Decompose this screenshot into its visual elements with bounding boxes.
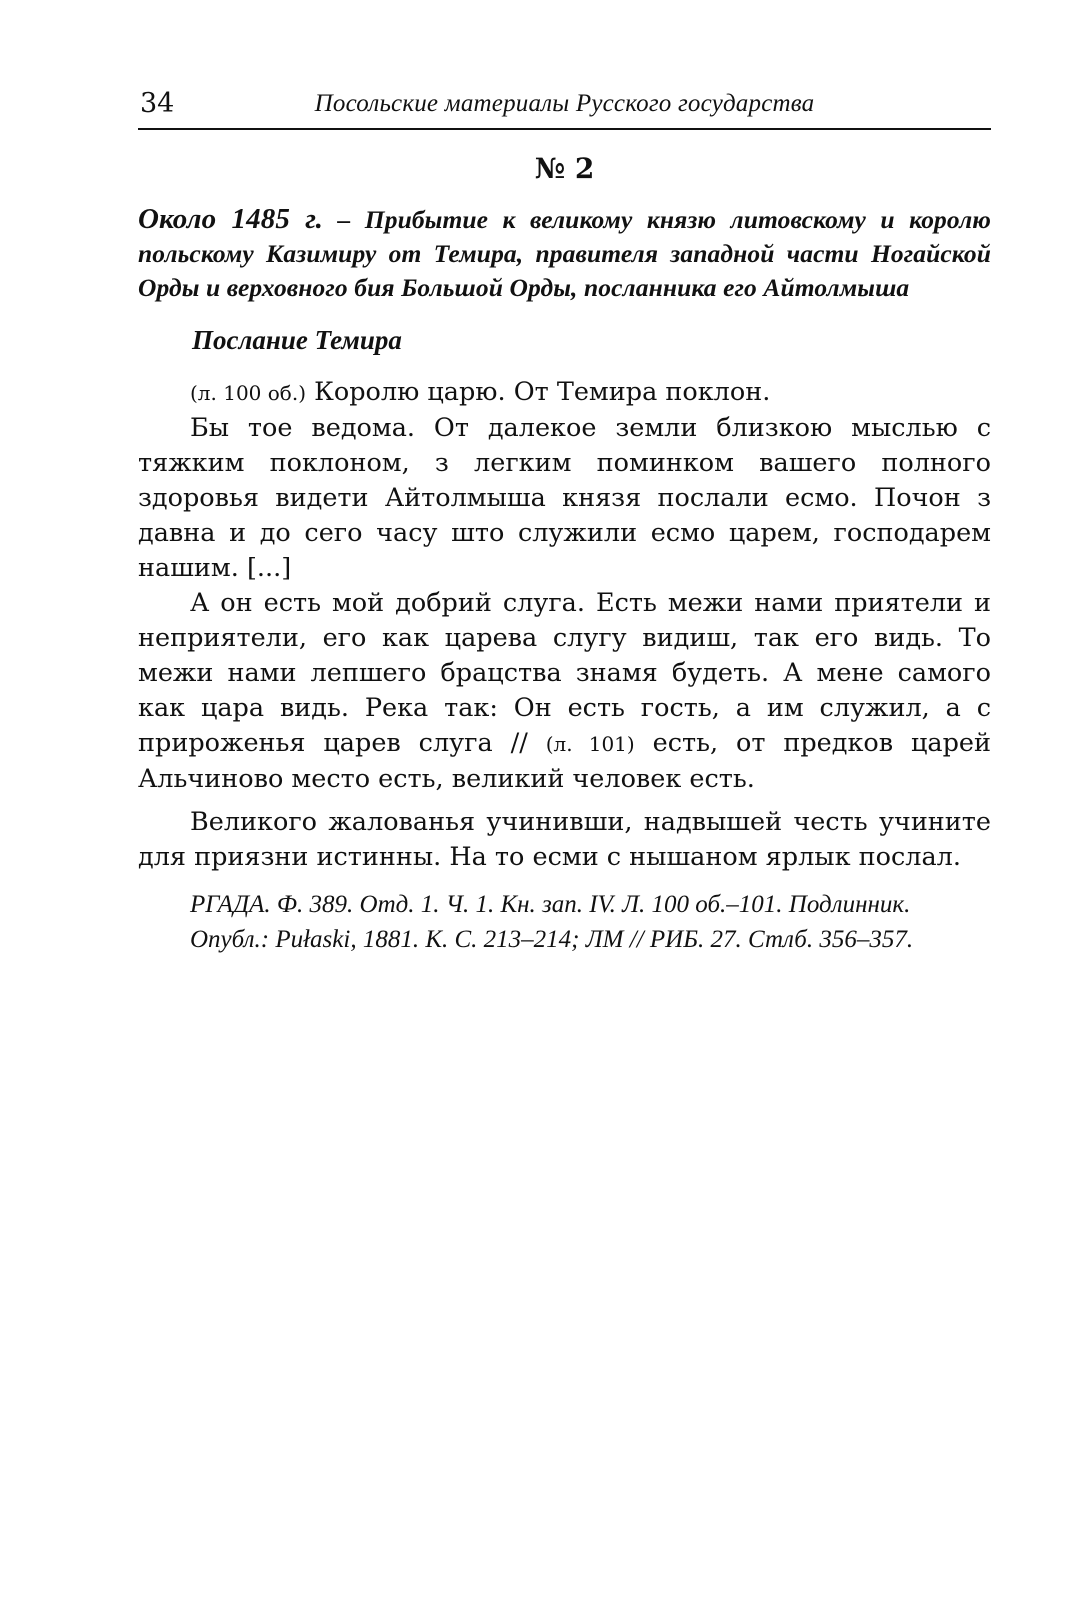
document-number: № 2	[534, 152, 595, 185]
document-subheading: Послание Темира	[192, 325, 402, 355]
running-title: Посольские материалы Русского государства	[314, 90, 815, 117]
document-body	[138, 375, 991, 875]
paragraph-4: Великого жалованья учинивши, надвышей честь учините для приязни истинны. На то есми с нышаном ярлык послал.	[138, 807, 991, 872]
folio-reference: (л. 101)	[545, 732, 635, 756]
page-number: 34	[140, 88, 175, 119]
paragraph-3-text-a: А он есть мой добрий слуга. Есть межи нами приятели и неприятели, его как царева слугу видиш, так его видь. То межи нами лепшего брацства знамя будеть. А мене самого как цара видь. Река так: Он есть гость, а им служил, а с прироженья царев слуга //	[138, 588, 991, 758]
paragraph-2: Бы тое ведома. От далекое земли близкою мыслью с тяжким поклоном, з легким поминком вашего полного здоровья видети Айтолмыша князя послали есмо. Почон з давна и до сего часу што служили есмо царем, господарем нашим. [...]	[138, 413, 991, 583]
document-page	[138, 80, 991, 957]
heading-date: Около 1485 г.	[138, 203, 324, 235]
folio-reference: (л. 100 об.)	[190, 381, 306, 405]
paragraph-3-text-b: есть, от предков царей Альчиново место есть, великий человек есть.	[138, 728, 992, 794]
heading-text: – Прибытие к великому князю литовскому и королю польскому Казимиру от Темира, правителя западной части Ногайской Орды и верховного бия Большой Орды, посланника его Айтолмыша	[138, 205, 992, 302]
paragraph-1-text: Королю царю. От Темира поклон.	[306, 377, 771, 407]
document-heading	[138, 202, 991, 305]
archive-reference: РГАДА. Ф. 389. Отд. 1. Ч. 1. Кн. зап. IV. Л. 100 об.–101. Подлинник.	[190, 891, 911, 918]
publication-reference: Опубл.: Pułaski, 1881. K. С. 213–214; ЛМ // РИБ. 27. Стлб. 356–357.	[190, 926, 914, 953]
paragraph-3	[138, 586, 991, 797]
source-notes	[138, 887, 991, 957]
running-header	[138, 80, 991, 130]
paragraph-1	[138, 375, 991, 411]
